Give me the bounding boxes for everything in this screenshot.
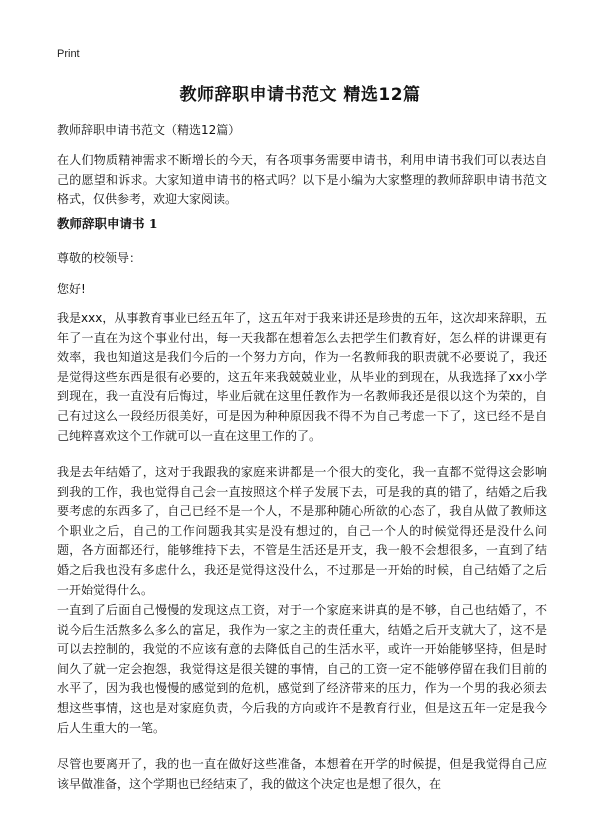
salutation: 尊敬的校领导：	[57, 251, 142, 265]
document-subtitle: 教师辞职申请书范文（精选12篇）	[57, 123, 241, 137]
section-heading: 教师辞职申请书 1	[57, 216, 158, 231]
greeting: 您好!	[57, 282, 86, 296]
body-paragraph-4: 尽管也要离开了，我的也一直在做好这些准备，本想着在开学的时候提，但是我觉得自己应该早做准备，这个学期也已经结束了，我的做这个决定也是想了很久，在	[57, 757, 547, 791]
document-title: 教师辞职申请书范文 精选12篇	[179, 85, 421, 105]
print-label[interactable]: Print	[57, 48, 80, 60]
body-paragraph-2: 我是去年结婚了，这对于我跟我的家庭来讲都是一个很大的变化，我一直都不觉得这会影响到我的工作，我也觉得自己会一直按照这个样子发展下去，可是我的真的错了，结婚之后我要考虑的东西多了，自己已经不是一个人，不是那种随心所欲的心态了，我自从做了教师这个职业之后，自己的工作问题我其实是没有想过的，自己一个人的时候觉得还是没什么问题，各方面都还行，能够维持下去，不管是生活还是开支，我一般不会想很多，一直到了结婚之后我也没有多虑什么，我还是觉得这没什么，不过那是一开始的时候，自己结婚了之后一开始觉得什么。	[57, 465, 547, 597]
intro-paragraph: 在人们物质精神需求不断增长的今天，有各项事务需要申请书，利用申请书我们可以表达自己的愿望和诉求。大家知道申请书的格式吗？以下是小编为大家整理的教师辞职申请书范文格式，仅供参考，欢迎大家阅读。	[57, 153, 547, 207]
body-paragraph-3: 一直到了后面自己慢慢的发现这点工资，对于一个家庭来讲真的是不够，自己也结婚了，不说今后生活熬多么多么的富足，我作为一家之主的责任重大，结婚之后开支就大了，这不是可以去控制的，我觉的不应该有意的去降低自己的生活水平，或许一开始能够坚持，但是时间久了就一定会抱怨，我觉得这是很关键的事情，自己的工资一定不能够停留在我们目前的水平了，因为我也慢慢的感觉到的危机，感觉到了经济带来的压力，作为一个男的我必须去想这些事情，这也是对家庭负责，今后我的方向或许不是教育行业，但是这五年一定是我今后人生重大的一笔。	[57, 603, 547, 735]
body-paragraph-1: 我是xxx，从事教育事业已经五年了，这五年对于我来讲还是珍贵的五年，这次却来辞职，五年了一直在为这个事业付出，每一天我都在想着怎么去把学生们教育好，怎么样的讲课更有效率，我也知道这是我们今后的一个努力方向，作为一名教师我的职责就不必要说了，我还是觉得这些东西是很有必要的，这五年来我兢兢业业，从毕业的到现在，从我选择了xx小学到现在，我一直没有后悔过，毕业后就在这里任教作为一名教师我还是很以这个为荣的，自己有过这么一段经历很美好，可是因为种种原因我不得不为自己考虑一下了，这已经不是自己纯粹喜欢这个工作就可以一直在这里工作的了。	[57, 311, 547, 443]
